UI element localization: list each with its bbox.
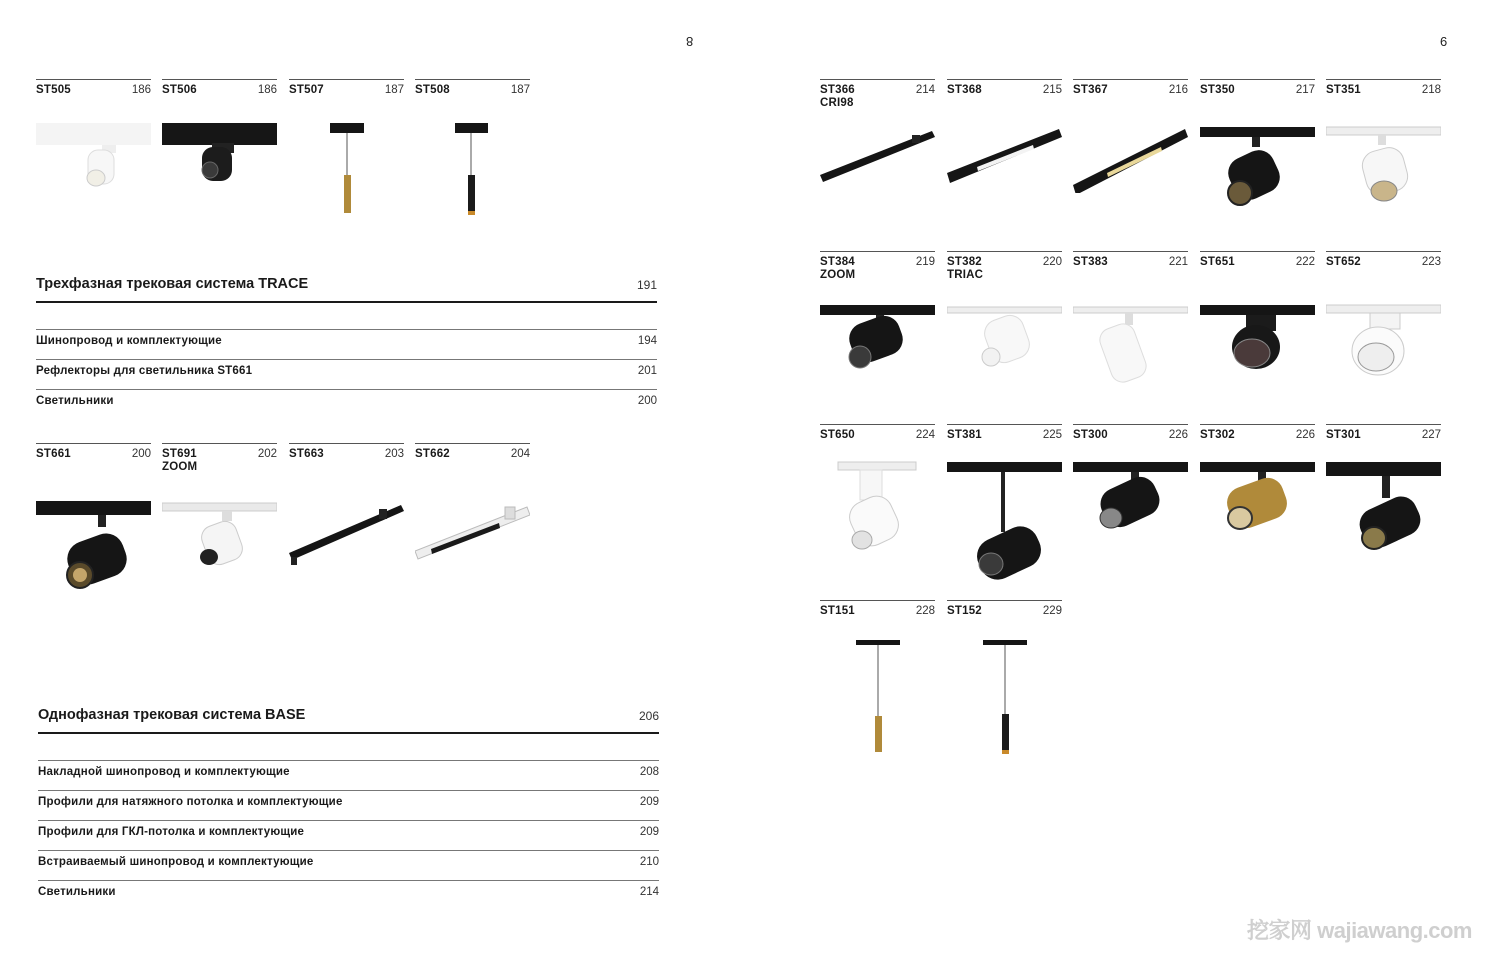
track-spot-white-image bbox=[1073, 303, 1188, 393]
linear-led-white-image bbox=[415, 499, 530, 594]
toc-item[interactable] bbox=[38, 850, 659, 880]
track-spot-black-image bbox=[1326, 460, 1441, 555]
product-code: ST651 bbox=[1200, 256, 1235, 268]
product-card-st383[interactable] bbox=[1073, 251, 1188, 269]
track-spot-white-image bbox=[1326, 123, 1441, 213]
product-card-st368[interactable] bbox=[947, 79, 1062, 97]
toc-item[interactable] bbox=[38, 790, 659, 820]
product-card-st691[interactable] bbox=[162, 443, 277, 474]
product-code: ST661 bbox=[36, 448, 71, 460]
product-page: 187 bbox=[510, 84, 530, 96]
section-title: Трехфазная трековая система TRACE bbox=[36, 276, 309, 292]
toc-page: 194 bbox=[637, 335, 657, 347]
product-page: 218 bbox=[1421, 84, 1441, 96]
product-card-st302[interactable] bbox=[1200, 424, 1315, 442]
page-number-right: 9 bbox=[1440, 34, 1448, 49]
product-card-st152[interactable] bbox=[947, 600, 1062, 618]
product-code: ST300 bbox=[1073, 429, 1108, 441]
product-code: ST691 ZOOM bbox=[162, 448, 198, 473]
track-spot-white-image bbox=[820, 460, 935, 555]
product-code: ST650 bbox=[820, 429, 855, 441]
product-card-st300[interactable] bbox=[1073, 424, 1188, 442]
toc-item[interactable] bbox=[36, 359, 657, 389]
track-spot-gold-image bbox=[1200, 460, 1315, 540]
pendant-gold-image bbox=[289, 123, 404, 218]
toc-item[interactable] bbox=[36, 389, 657, 419]
section-title: Однофазная трековая система BASE bbox=[38, 707, 306, 723]
toc-label: Светильники bbox=[36, 395, 114, 407]
product-page: 187 bbox=[384, 84, 404, 96]
product-card-st505[interactable] bbox=[36, 79, 151, 97]
section-divider bbox=[38, 732, 659, 734]
toc-item[interactable] bbox=[38, 880, 659, 910]
product-code: ST381 bbox=[947, 429, 982, 441]
product-page: 215 bbox=[1042, 84, 1062, 96]
product-code: ST505 bbox=[36, 84, 71, 96]
toc-list bbox=[38, 760, 659, 910]
product-card-st382[interactable] bbox=[947, 251, 1062, 282]
product-code: ST152 bbox=[947, 605, 982, 617]
product-page: 226 bbox=[1295, 429, 1315, 441]
track-spot-black-image bbox=[1200, 123, 1315, 213]
toc-item[interactable] bbox=[38, 820, 659, 850]
toc-page: 208 bbox=[639, 766, 659, 778]
product-code: ST508 bbox=[415, 84, 450, 96]
product-code: ST383 bbox=[1073, 256, 1108, 268]
product-card-st508[interactable] bbox=[415, 79, 530, 97]
product-card-st507[interactable] bbox=[289, 79, 404, 97]
product-page: 186 bbox=[257, 84, 277, 96]
track-spot-black-image bbox=[947, 460, 1062, 585]
toc-item[interactable] bbox=[36, 329, 657, 359]
section-page: 191 bbox=[636, 278, 657, 292]
product-code: ST662 bbox=[415, 448, 450, 460]
product-code: ST368 bbox=[947, 84, 982, 96]
toc-list bbox=[36, 329, 657, 419]
product-card-st350[interactable] bbox=[1200, 79, 1315, 97]
product-code: ST151 bbox=[820, 605, 855, 617]
product-code: ST507 bbox=[289, 84, 324, 96]
product-page: 224 bbox=[915, 429, 935, 441]
product-code: ST302 bbox=[1200, 429, 1235, 441]
product-page: 204 bbox=[510, 448, 530, 460]
track-spot-white-image bbox=[1326, 303, 1441, 383]
track-spot-black-image bbox=[820, 303, 935, 375]
product-page: 229 bbox=[1042, 605, 1062, 617]
product-card-st384[interactable] bbox=[820, 251, 935, 282]
toc-label: Светильники bbox=[38, 886, 116, 898]
section-page: 206 bbox=[638, 709, 659, 723]
base-section bbox=[38, 701, 659, 910]
toc-page: 210 bbox=[639, 856, 659, 868]
product-card-st351[interactable] bbox=[1326, 79, 1441, 97]
product-code: ST351 bbox=[1326, 84, 1361, 96]
toc-page: 200 bbox=[637, 395, 657, 407]
product-card-st367[interactable] bbox=[1073, 79, 1188, 97]
product-code: ST301 bbox=[1326, 429, 1361, 441]
product-code: ST366 CRI98 bbox=[820, 84, 855, 109]
product-code: ST652 bbox=[1326, 256, 1361, 268]
product-code: ST382 TRIAC bbox=[947, 256, 984, 281]
product-card-st651[interactable] bbox=[1200, 251, 1315, 269]
toc-page: 201 bbox=[637, 365, 657, 377]
product-page: 226 bbox=[1168, 429, 1188, 441]
product-card-st650[interactable] bbox=[820, 424, 935, 442]
toc-page: 209 bbox=[639, 826, 659, 838]
product-page: 228 bbox=[915, 605, 935, 617]
product-code: ST384 ZOOM bbox=[820, 256, 856, 281]
trace-section bbox=[36, 270, 657, 419]
product-card-st663[interactable] bbox=[289, 443, 404, 461]
product-page: 200 bbox=[131, 448, 151, 460]
surface-spot-white-image bbox=[36, 123, 151, 193]
toc-label: Профили для натяжного потолка и комплектующие bbox=[38, 796, 343, 808]
product-page: 223 bbox=[1421, 256, 1441, 268]
linear-light-black-image bbox=[947, 123, 1062, 193]
linear-light-black-image bbox=[289, 499, 404, 594]
surface-spot-black-image bbox=[162, 123, 277, 193]
linear-led-black-image bbox=[1073, 123, 1188, 193]
product-page: 221 bbox=[1168, 256, 1188, 268]
track-spot-white-image bbox=[947, 303, 1062, 375]
product-card-st366[interactable] bbox=[820, 79, 935, 110]
product-page: 225 bbox=[1042, 429, 1062, 441]
pendant-black-image bbox=[947, 640, 1062, 755]
toc-item[interactable] bbox=[38, 760, 659, 790]
product-page: 202 bbox=[257, 448, 277, 460]
product-page: 216 bbox=[1168, 84, 1188, 96]
product-code: ST506 bbox=[162, 84, 197, 96]
track-spot-black-image bbox=[1073, 460, 1188, 540]
product-page: 217 bbox=[1295, 84, 1315, 96]
watermark-text: 挖家网 wajiawang.com bbox=[1247, 918, 1472, 943]
toc-label: Накладной шинопровод и комплектующие bbox=[38, 766, 290, 778]
product-page: 220 bbox=[1042, 256, 1062, 268]
product-page: 227 bbox=[1421, 429, 1441, 441]
product-code: ST350 bbox=[1200, 84, 1235, 96]
toc-label: Встраиваемый шинопровод и комплектующие bbox=[38, 856, 314, 868]
product-card-st301[interactable] bbox=[1326, 424, 1441, 442]
linear-light-black-image bbox=[820, 123, 935, 193]
product-page: 186 bbox=[131, 84, 151, 96]
pendant-gold-image bbox=[820, 640, 935, 755]
pendant-black-image bbox=[415, 123, 530, 218]
track-spot-black-image bbox=[1200, 303, 1315, 375]
toc-label: Рефлекторы для светильника ST661 bbox=[36, 365, 253, 377]
product-card-st662[interactable] bbox=[415, 443, 530, 461]
track-spot-black-image bbox=[36, 499, 151, 594]
toc-page: 209 bbox=[639, 796, 659, 808]
product-page: 214 bbox=[915, 84, 935, 96]
product-page: 203 bbox=[384, 448, 404, 460]
product-card-st506[interactable] bbox=[162, 79, 277, 97]
page-number-left: 8 bbox=[686, 34, 694, 49]
toc-label: Шинопровод и комплектующие bbox=[36, 335, 222, 347]
toc-label: Профили для ГКЛ-потолка и комплектующие bbox=[38, 826, 305, 838]
product-page: 219 bbox=[915, 256, 935, 268]
product-card-st652[interactable] bbox=[1326, 251, 1441, 269]
product-card-st151[interactable] bbox=[820, 600, 935, 618]
toc-page: 214 bbox=[639, 886, 659, 898]
track-spot-white-image bbox=[162, 499, 277, 594]
product-page: 222 bbox=[1295, 256, 1315, 268]
product-code: ST367 bbox=[1073, 84, 1108, 96]
section-divider bbox=[36, 301, 657, 303]
product-card-st661[interactable] bbox=[36, 443, 151, 461]
product-card-st381[interactable] bbox=[947, 424, 1062, 442]
product-code: ST663 bbox=[289, 448, 324, 460]
